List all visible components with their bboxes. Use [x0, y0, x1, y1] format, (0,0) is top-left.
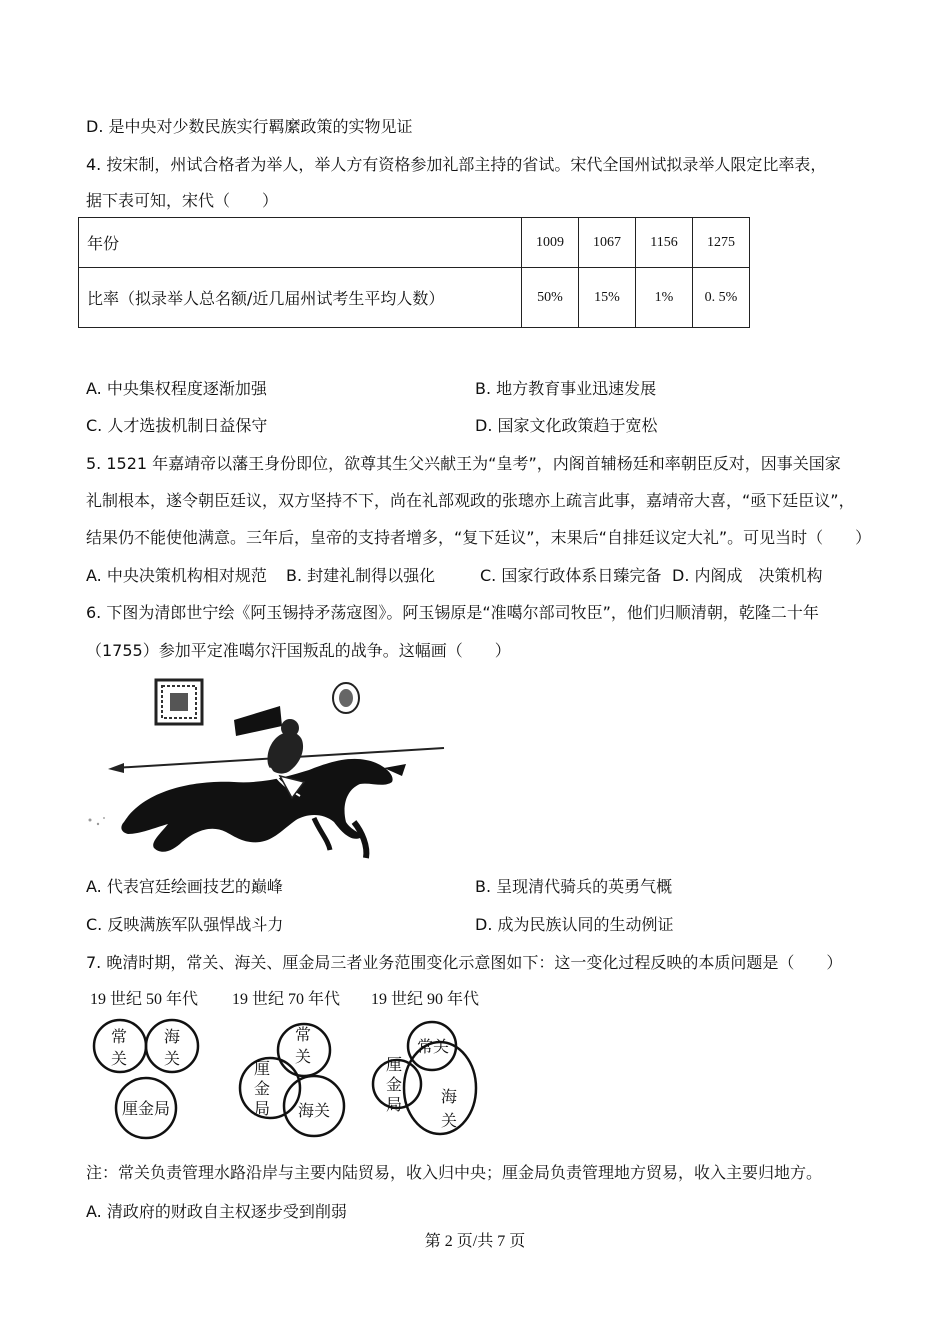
svg-text:金: 金 — [386, 1077, 403, 1094]
diagram-title-1890s: 19 世纪 90 年代 — [371, 991, 480, 1008]
q6-stem-line2: （1755）参加平定准噶尔汗国叛乱的战争。这幅画（ ） — [86, 641, 511, 660]
svg-text:关: 关 — [441, 1113, 458, 1130]
painting-ayuxi-illustration — [84, 672, 450, 868]
table-header-year: 年份 — [79, 218, 522, 268]
svg-text:关: 关 — [295, 1049, 312, 1066]
svg-text:海: 海 — [441, 1089, 458, 1106]
table-year-cell: 1275 — [693, 218, 750, 268]
q6-option-c: C. 反映满族军队强悍战斗力 — [86, 915, 284, 934]
q6-option-d: D. 成为民族认同的生动例证 — [475, 915, 674, 934]
q7-option-a: A. 清政府的财政自主权逐步受到削弱 — [86, 1202, 347, 1221]
svg-text:海关: 海关 — [298, 1103, 331, 1120]
svg-text:金: 金 — [254, 1081, 271, 1098]
svg-text:海: 海 — [164, 1029, 181, 1046]
q5-stem-line3: 结果仍不能使他满意。三年后，皇帝的支持者增多，“复下廷议”，末果后“自排廷议定大礼”。可见当时（ ） — [86, 528, 872, 547]
venn-1870s — [232, 989, 344, 1136]
table-year-cell: 1156 — [636, 218, 693, 268]
q5-option-b: B. 封建礼制得以强化 — [286, 566, 436, 585]
q5-option-c: C. 国家行政体系日臻完备 — [480, 566, 662, 585]
diagram-title-1850s: 19 世纪 50 年代 — [90, 991, 199, 1008]
q6-option-b: B. 呈现清代骑兵的英勇气概 — [475, 877, 673, 896]
q6-option-a: A. 代表宫廷绘画技艺的巅峰 — [86, 877, 283, 896]
q3-option-d: D. 是中央对少数民族实行羁縻政策的实物见证 — [86, 117, 413, 136]
horse-and-rider-icon — [121, 719, 406, 858]
table-rate-cell: 50% — [522, 268, 579, 328]
svg-text:关: 关 — [164, 1051, 181, 1068]
q5-option-d: D. 内阁成 决策机构 — [672, 566, 823, 585]
q5-stem-line2: 礼制根本，遂令朝臣廷议，双方坚持不下，尚在礼部观政的张璁亦上疏言此事，嘉靖帝大喜，“亟下廷臣议”， — [86, 491, 855, 510]
square-seal-icon — [156, 680, 202, 724]
round-seal-icon — [333, 683, 359, 713]
q7-stem: 7. 晚清时期，常关、海关、厘金局三者业务范围变化示意图如下：这一变化过程反映的本质问题是（ ） — [86, 953, 843, 972]
table-rate-cell: 1% — [636, 268, 693, 328]
svg-text:厘: 厘 — [386, 1057, 403, 1074]
q7-note: 注：常关负责管理水路沿岸与主要内陆贸易，收入归中央；厘金局负责管理地方贸易，收入主要归地方。 — [86, 1163, 823, 1182]
table-rate-cell: 0. 5% — [693, 268, 750, 328]
q4-option-c: C. 人才选拔机制日益保守 — [86, 416, 268, 435]
table-year-cell: 1067 — [579, 218, 636, 268]
table-header-rate: 比率（拟录举人总名额/近几届州试考生平均人数） — [79, 268, 522, 328]
svg-text:常: 常 — [295, 1027, 312, 1044]
q5-stem-line1: 5. 1521 年嘉靖帝以藩王身份即位，欲尊其生父兴献王为“皇考”，内阁首辅杨廷和率朝臣反对，因事关国家 — [86, 454, 841, 473]
svg-text:关: 关 — [111, 1051, 128, 1068]
venn-1890s — [371, 989, 479, 1134]
svg-text:局: 局 — [386, 1097, 403, 1114]
q6-stem-line1: 6. 下图为清郎世宁绘《阿玉锡持矛荡寇图》。阿玉锡原是“准噶尔部司牧臣”，他们归顺清朝，乾隆二十年 — [86, 603, 819, 622]
page-footer: 第 2 页/共 7 页 — [424, 1233, 526, 1250]
svg-text:常关: 常关 — [417, 1039, 450, 1056]
q4-stem-line1: 4. 按宋制，州试合格者为举人，举人方有资格参加礼部主持的省试。宋代全国州试拟录举人限定比率表， — [86, 155, 827, 174]
svg-text:厘: 厘 — [254, 1061, 271, 1078]
svg-text:厘金局: 厘金局 — [122, 1101, 171, 1118]
q4-ratio-table — [78, 217, 750, 328]
q4-option-b: B. 地方教育事业迅速发展 — [475, 379, 657, 398]
diagram-title-1870s: 19 世纪 70 年代 — [232, 991, 341, 1008]
table-rate-cell: 15% — [579, 268, 636, 328]
svg-text:常: 常 — [111, 1029, 128, 1046]
q7-venn-diagrams — [84, 984, 484, 1146]
q4-option-a: A. 中央集权程度逐渐加强 — [86, 379, 267, 398]
q4-option-d: D. 国家文化政策趋于宽松 — [475, 416, 658, 435]
q5-option-a: A. 中央决策机构相对规范 — [86, 566, 267, 585]
banner-icon — [234, 706, 282, 736]
table-year-cell: 1009 — [522, 218, 579, 268]
q4-stem-line2: 据下表可知，宋代（ ） — [86, 191, 279, 210]
venn-1850s — [90, 989, 198, 1138]
svg-text:局: 局 — [254, 1101, 271, 1118]
